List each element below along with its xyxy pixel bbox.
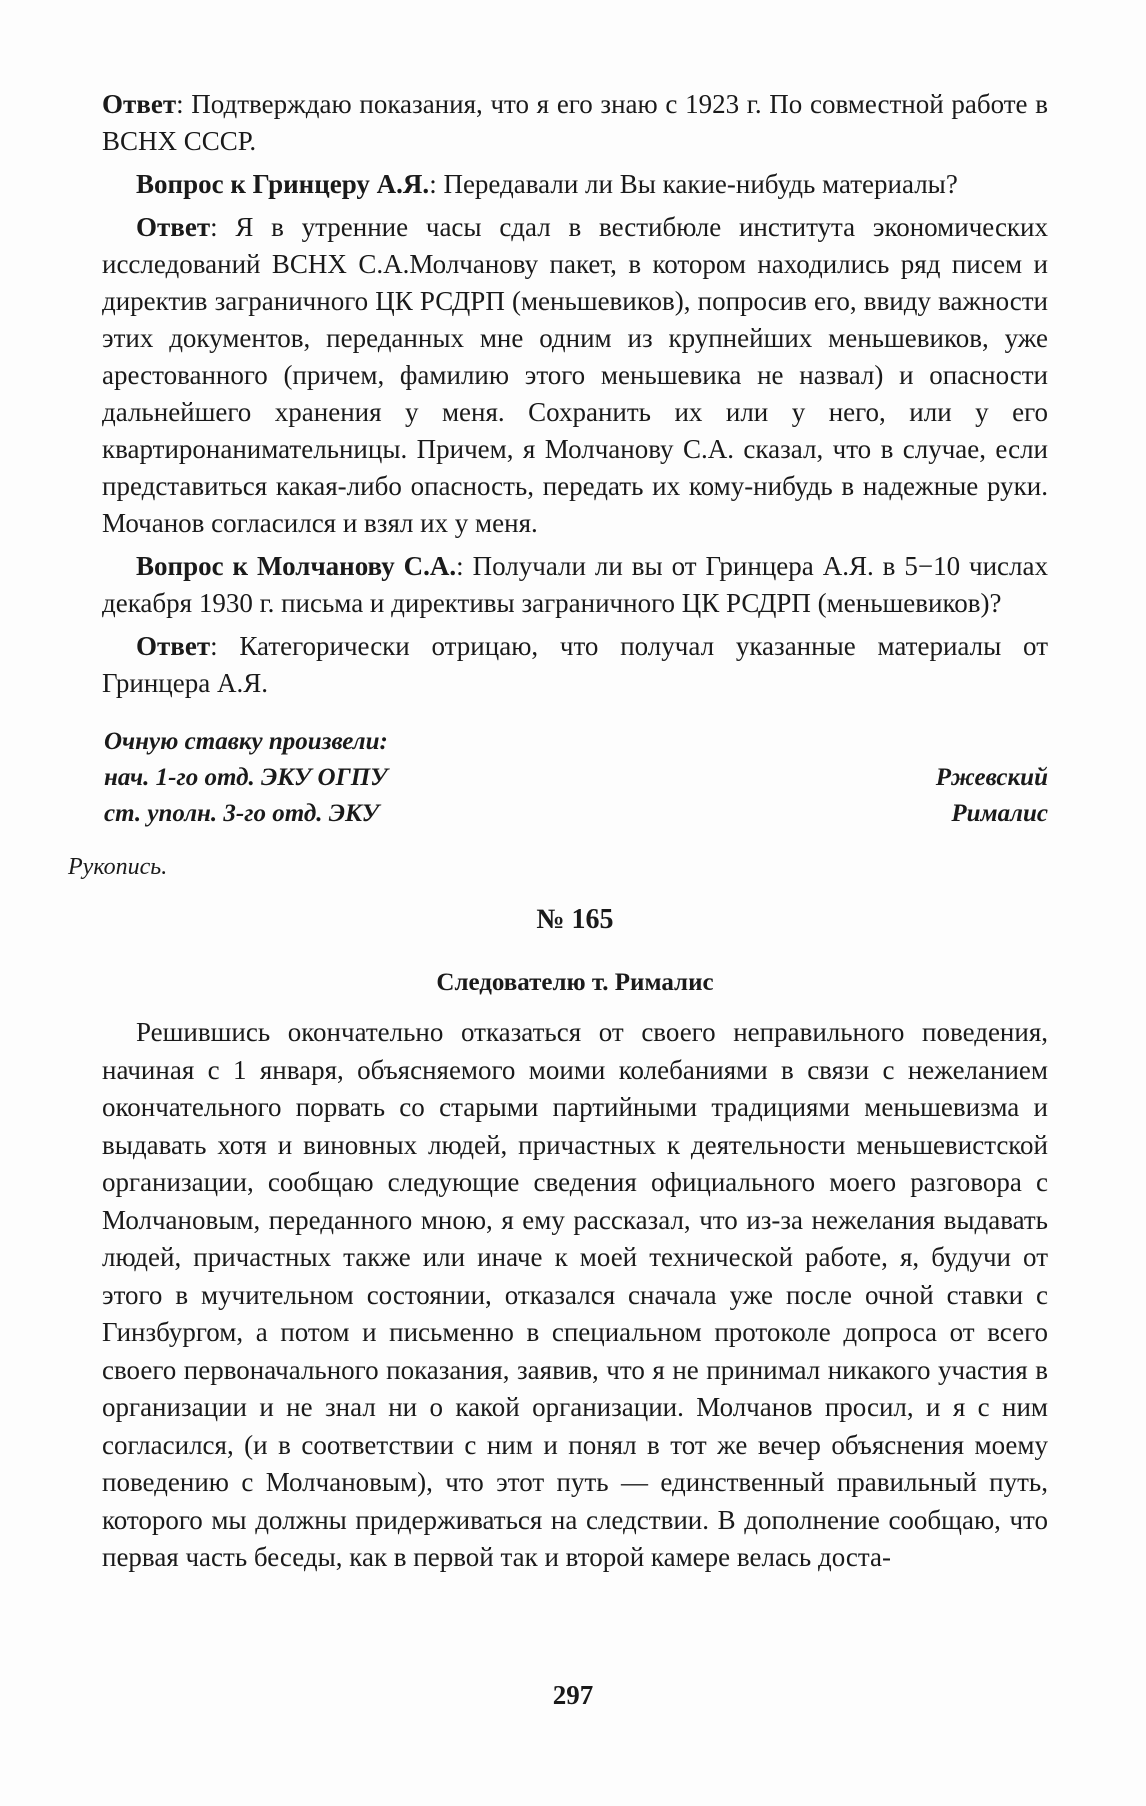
speaker-label: Ответ — [136, 631, 211, 661]
speaker-label: Вопрос к Молчанову С.А. — [136, 551, 457, 581]
speaker-label: Ответ — [102, 89, 177, 119]
speaker-label: Ответ — [136, 212, 211, 242]
signature-row — [102, 760, 1048, 796]
signer-name: Ржевский — [935, 764, 1048, 791]
dialog-question-1 — [102, 166, 1048, 203]
dialog-answer-1 — [102, 86, 1048, 160]
signature-lead: Очную ставку произвели: — [104, 728, 388, 755]
dialog-text: : Подтверждаю показания, что я его знаю с 1923 г. По совместной работе в ВСНХ СССР. — [102, 89, 1048, 156]
signature-block — [102, 724, 1048, 832]
dialog-question-2 — [102, 548, 1048, 622]
document-body: Решившись окончательно отказаться от своего неправильного поведения, начиная с 1 января, объясняемого моими колебаниями в связи с нежеланием окончательного порвать со старыми партийными традициями меньшевизма и выдавать хотя и виновных людей, причастных к деятельности меньшевистской организации, сообщаю следующие сведения официального моего разговора с Молчановым, переданного мною, я ему рассказал, что из-за нежелания выдавать людей, причастных также или иначе к моей технической работе, я, будучи от этого в мучительном состоянии, отказался сначала уже после очной ставки с Гинзбургом, а потом и письменно в специальном протоколе допроса от всего своего первоначального показания, заявив, что я не принимал никакого участия в организации и не знал ни о какой организации. Молчанов просил, и я с ним согласился, (и в соответствии с ним и понял в тот же вечер объяснения моему поведению с Молчановым), что этот путь — единственный правильный путь, которого мы должны придерживаться на следствии. В дополнение сообщаю, что первая часть беседы, как в первой так и второй камере велась доста- — [102, 1017, 1048, 1572]
source-note: Рукопись. — [68, 854, 168, 880]
signer-name: Рималис — [951, 800, 1048, 827]
page-number: 297 — [552, 1680, 594, 1710]
document-title: Следователю т. Рималис — [436, 969, 714, 996]
signer-position: ст. уполн. 3-го отд. ЭКУ — [104, 800, 380, 827]
speaker-label: Вопрос к Гринцеру А.Я. — [136, 169, 430, 199]
page-content — [68, 86, 1048, 1577]
dialog-text: : Я в утренние часы сдал в вестибюле института экономических исследований ВСНХ С.А.Молчанову пакет, в котором находились ряд писем и директив заграничного ЦК РСДРП (меньшевиков), попросив его, ввиду важности этих документов, переданных мне одним из крупнейших меньшевиков, уже арестованного (причем, фамилию этого меньшевика не назвал) и опасности дальнейшего хранения у меня. Сохранить их или у него, или у его квартиронанимательницы. Причем, я Молчанову С.А. сказал, что в случае, если представиться какая-либо опасность, передать их кому-нибудь в надежные руки. Мочанов согласился и взял их у меня. — [102, 212, 1048, 538]
document-number: № 165 — [536, 904, 614, 935]
signer-position: нач. 1-го отд. ЭКУ ОГПУ — [104, 764, 388, 791]
dialog-text: : Получали ли вы от Гринцера А.Я. в 5−10 числах декабря 1930 г. письма и директивы заграничного ЦК РСДРП (меньшевиков)? — [102, 551, 1048, 618]
signature-row — [102, 796, 1048, 832]
dialog-answer-3 — [102, 628, 1048, 702]
dialog-text: : Передавали ли Вы какие-нибудь материалы? — [429, 169, 958, 199]
dialog-text: : Категорически отрицаю, что получал указанные материалы от Гринцера А.Я. — [102, 631, 1048, 698]
dialog-answer-2 — [102, 209, 1048, 542]
